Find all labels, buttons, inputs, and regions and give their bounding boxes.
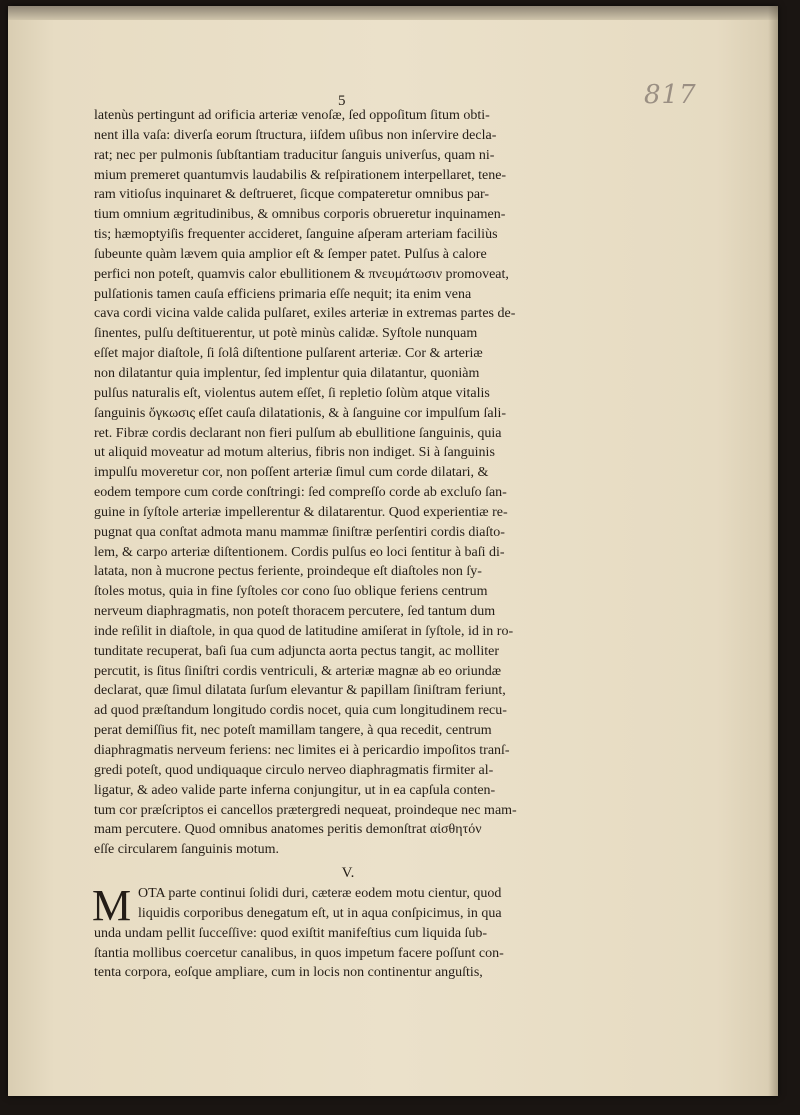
text-line: mam percutere. Quod omnibus anatomes peritis demonſtrat αἰσθητόν — [94, 822, 482, 838]
text-line: ret. Fibræ cordis declarant non fieri pulſum ab ebullitione ſanguinis, quia — [94, 425, 502, 441]
text-line: declarat, quæ ſimul dilatata ſurſum elevantur & papillam ſiniſtram feriunt, — [94, 683, 506, 699]
text-line: nent illa vaſa: diverſa eorum ſtructura, iiſdem uſibus non inſervire decla- — [94, 127, 497, 143]
text-line: ut aliquid moveatur ad motum alterius, fibris non indiget. Si à ſanguinis — [94, 445, 495, 461]
paragraph-body — [94, 106, 602, 860]
text-line: tenta corpora, eoſque ampliare, cum in locis non continentur anguſtis, — [94, 965, 483, 981]
page-top-edge — [8, 6, 778, 20]
text-line: perfici non poteſt, quamvis calor ebullitionem & πνευμάτωσιν promoveat, — [94, 266, 509, 282]
text-line: tium omnium ægritudinibus, & omnibus corporis obrueretur inquinamen- — [94, 207, 506, 223]
handwritten-folio-number: 817 — [644, 80, 697, 110]
text-line: eodem tempore cum corde conſtringi: ſed compreſſo corde ab excluſo ſan- — [94, 485, 507, 501]
text-block — [94, 106, 602, 983]
book-page — [8, 6, 778, 1096]
section-v-paragraph — [92, 881, 602, 983]
text-line: eſſe circularem ſanguinis motum. — [94, 842, 280, 858]
text-line: inde reſilit in diaſtole, in qua quod de latitudine amiſerat in ſyſtole, id in ro- — [94, 623, 514, 639]
text-line: tum cor præſcriptos ei cancellos prætergredi nequeat, proindeque nec mam- — [94, 802, 517, 818]
paragraph-body-v — [92, 881, 602, 983]
text-line: pugnat qua conſtat admota manu mammæ ſiniſtræ perſentiri cordis diaſto- — [94, 524, 505, 540]
text-line: pulſus naturalis eſt, violentus autem eſſet, ſi repletio ſolùm atque vitalis — [94, 385, 490, 401]
text-line: gredi poteſt, quod undiquaque circulo nerveo diaphragmatis firmiter al- — [94, 762, 494, 778]
signature-number: 5 — [338, 93, 346, 109]
text-line: eſſet major diaſtole, ſi ſolâ diſtentione pulſarent arteriæ. Cor & arteriæ — [94, 346, 483, 362]
text-line: diaphragmatis nerveum feriens: nec limites ei à pericardio impoſitos tranſ- — [94, 743, 510, 758]
text-line: non dilatantur quia implentur, ſed implentur quia dilatantur, quoniàm — [94, 365, 480, 381]
text-line: nerveum diaphragmatis, non poteſt thoracem percutere, ſed tantum dum — [94, 604, 496, 620]
text-line: ſinentes, pulſu deſtituerentur, ut potè minùs calidæ. Syſtole nunquam — [94, 326, 478, 342]
text-line: perat demiſſius fit, nec poteſt mamillam tangere, à qua recedit, centrum — [94, 723, 492, 739]
text-line: lem, & carpo arteriæ diſtentionem. Cordis pulſus eo loci ſentitur à baſi di- — [94, 544, 505, 560]
text-line: cava cordi vicina valde calida pulſaret, exiles arteriæ in extremas partes de- — [94, 306, 516, 322]
text-line: tunditate recuperat, baſi ſua cum adjuncta aorta pectus tangit, ac molliter — [94, 643, 500, 659]
text-line: liquidis corporibus denegatum eſt, ut in aqua conſpicimus, in qua — [138, 905, 502, 921]
text-line: ligatur, & adeo valide parte inferna conjungitur, ut in ea capſula conten- — [94, 782, 496, 798]
text-line: ſtantia mollibus coercetur canalibus, in quos impetum facere poſſunt con- — [94, 945, 504, 961]
text-line: latenùs pertingunt ad orificia arteriæ venoſæ, ſed oppoſitum ſitum obti- — [94, 108, 490, 123]
text-line: latata, non à mucrone pectus feriente, proindeque eſt diaſtoles non ſy- — [94, 564, 482, 580]
text-line: ram vitioſus inquinaret & deſtrueret, ſicque compateretur omnibus par- — [94, 187, 490, 203]
text-line: percutit, is ſitus ſiniſtri cordis ventriculi, & arteriæ magnæ ab eo oriundæ — [94, 663, 502, 679]
text-line: unda undam pellit ſucceſſive: quod exiſtit manifeſtius cum liquida ſub- — [94, 925, 488, 941]
text-line: ſtoles motus, quia in fine ſyſtoles cor cono ſuo oblique feriens centrum — [94, 584, 488, 600]
drop-capital: M — [92, 881, 132, 931]
text-line: impulſu moveretur cor, non poſſent arteriæ ſimul cum corde dilatari, & — [94, 465, 489, 481]
text-line: ad quod præſtandum longitudo cordis nocet, quia cum longitudinem recu- — [94, 703, 507, 719]
page-gutter-shadow — [768, 6, 778, 1096]
text-line: guine in ſyſtole arteriæ impellerentur & dilatarentur. Quod experientiæ re- — [94, 504, 508, 520]
text-line: rat; nec per pulmonis ſubſtantiam traducitur ſanguis univerſus, quam ni- — [94, 147, 495, 163]
text-line: ſanguinis ὄγκωσις eſſet cauſa dilatationis, & à ſanguine cor impulſum ſali- — [94, 405, 507, 421]
text-line: mium premeret quantumvis laudabilis & reſpirationem interpellaret, tene- — [94, 167, 507, 183]
text-line: tis; hæmoptyiſis frequenter accideret, ſanguine aſperam arteriam faciliùs — [94, 227, 498, 243]
section-heading: V. — [341, 865, 355, 882]
text-line: pulſationis tamen cauſa efficiens primaria eſſe nequit; ita enim vena — [94, 286, 472, 302]
text-line: ſubeunte quàm lævem quia amplior eſt & ſemper patet. Pulſus à calore — [94, 246, 487, 262]
text-line: OTA parte continui ſolidi duri, cæteræ eodem motu cientur, quod — [138, 886, 502, 902]
